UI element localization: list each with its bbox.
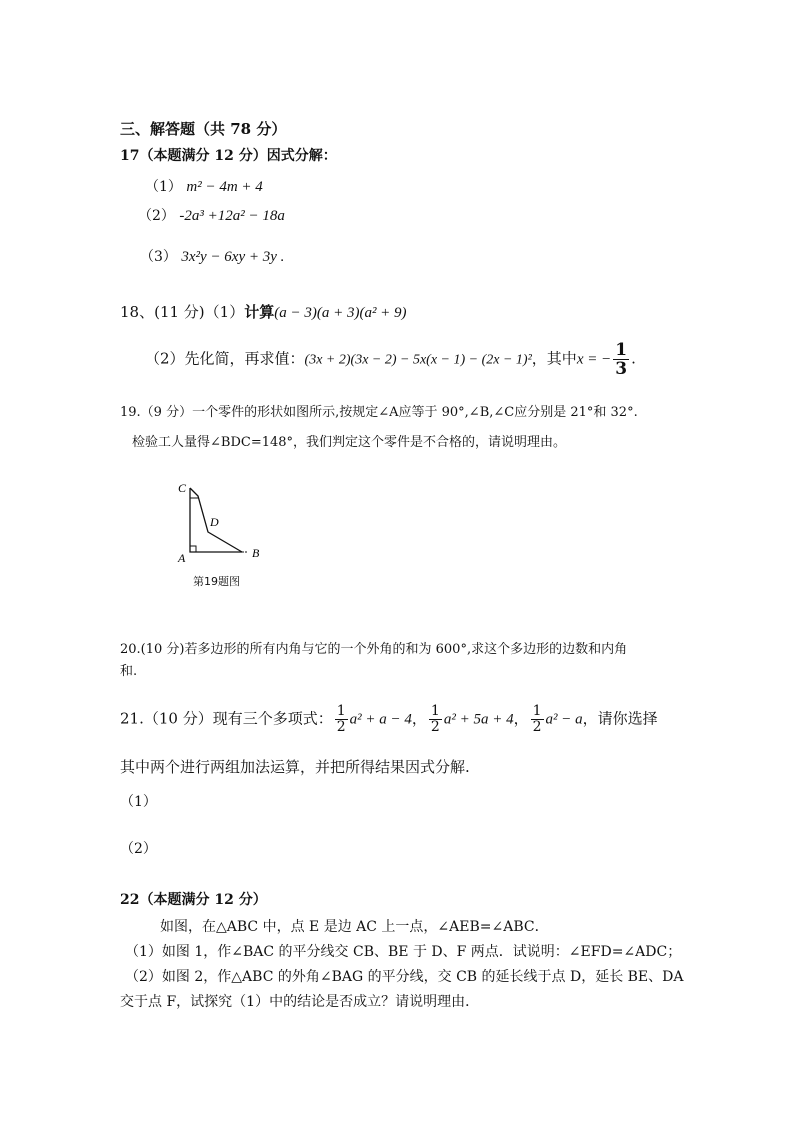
q21-poly3-half [531,704,544,735]
q18-part2-mid: ，其中 [531,349,577,368]
q21-sep-1: ， [411,709,427,728]
q21-line-1 [120,704,658,735]
q17-item-1-num: （1） [145,179,182,195]
q21-suffix: ，请你选择 [582,709,658,728]
q19-right-angle-mark [190,546,196,552]
q18-part1-expr: (a − 3)(a + 3)(a² + 9) [274,305,407,321]
q22-line-1: 如图，在△ABC 中，点 E 是边 AC 上一点，∠AEB=∠ABC． [160,919,549,935]
q19-figure-caption: 第19题图 [193,575,240,588]
q18-part1 [120,301,407,322]
q18-fraction-num: 1 [615,340,628,360]
q18-part2-x: x = − [576,351,612,368]
q21-poly1-half-den: 2 [336,719,346,735]
q22-line-3: （2）如图 2，作△ABC 的外角∠BAG 的平分线，交 CB 的延长线于点 D，延长 BE、DA [125,969,684,985]
q17-item-3 [140,246,284,266]
q17-item-1 [145,176,263,196]
q22-heading: 22（本题满分 12 分） [120,892,267,908]
q18-part2 [145,341,636,378]
section-title: 三、解答题（共 78 分） [120,120,287,138]
q17-item-3-expr: 3x²y − 6xy + 3y . [181,249,285,265]
q21-poly3-half-den: 2 [532,719,542,735]
q21-poly3-half-num: 1 [532,703,542,719]
q21-poly2: a² + 5a + 4 [443,711,514,728]
q19-label-c: C [178,481,187,495]
q18-part1-label: 计算 [244,303,275,321]
q17-item-2 [138,205,285,225]
q21-poly2-half [429,704,442,735]
q17-item-2-expr: -2a³ +12a² − 18a [179,208,285,224]
q21-prefix: 21.（10 分）现有三个多项式： [120,709,333,728]
q19-line-1: 19.（9 分）一个零件的形状如图所示,按规定∠A应等于 90°,∠B,∠C应分别是 21°和 32°. [120,405,638,420]
q22-line-2: （1）如图 1，作∠BAC 的平分线交 CB、BE 于 D、F 两点．试说明：∠EFD=∠ADC； [125,944,682,960]
q21-poly1-half-num: 1 [336,703,346,719]
q18-part2-prefix: （2）先化简，再求值： [145,349,305,368]
q18-fraction [613,341,629,378]
q17-item-1-expr: m² − 4m + 4 [186,179,263,195]
q21-poly1: a² + a − 4 [349,711,412,728]
q20-line-2: 和. [120,664,138,679]
q19-label-d: D [210,515,219,529]
q21-answer-2: （2） [120,841,157,857]
q20-line-1: 20.(10 分)若多边形的所有内角与它的一个外角的和为 600°,求这个多边形的边数和内角 [120,642,628,657]
q21-poly2-half-num: 1 [430,703,440,719]
q19-figure [170,474,270,566]
q19-label-b: B [252,546,260,560]
q21-poly3: a² − a [545,711,583,728]
q19-label-a: A [178,551,186,565]
q18-part2-end: . [631,349,636,368]
q22-line-4: 交于点 F，试探究（1）中的结论是否成立？请说明理由． [120,994,480,1010]
q17-item-2-num: （2） [138,208,175,224]
q21-answer-1: （1） [120,794,157,810]
q17-item-3-num: （3） [140,249,177,265]
q17-heading: 17（本题满分 12 分）因式分解： [120,148,337,164]
q21-line-2: 其中两个进行两组加法运算，并把所得结果因式分解. [120,758,470,776]
q18-part2-expr: (3x + 2)(3x − 2) − 5x(x − 1) − (2x − 1)² [304,352,532,368]
q18-fraction-den: 3 [615,359,628,379]
q18-part1-prefix: 18、(11 分)（1） [120,303,245,321]
q21-poly2-half-den: 2 [430,719,440,735]
q19-line-2: 检验工人量得∠BDC=148°，我们判定这个零件是不合格的，请说明理由。 [132,435,567,450]
q21-sep-2: ， [513,709,529,728]
q21-poly1-half [335,704,348,735]
